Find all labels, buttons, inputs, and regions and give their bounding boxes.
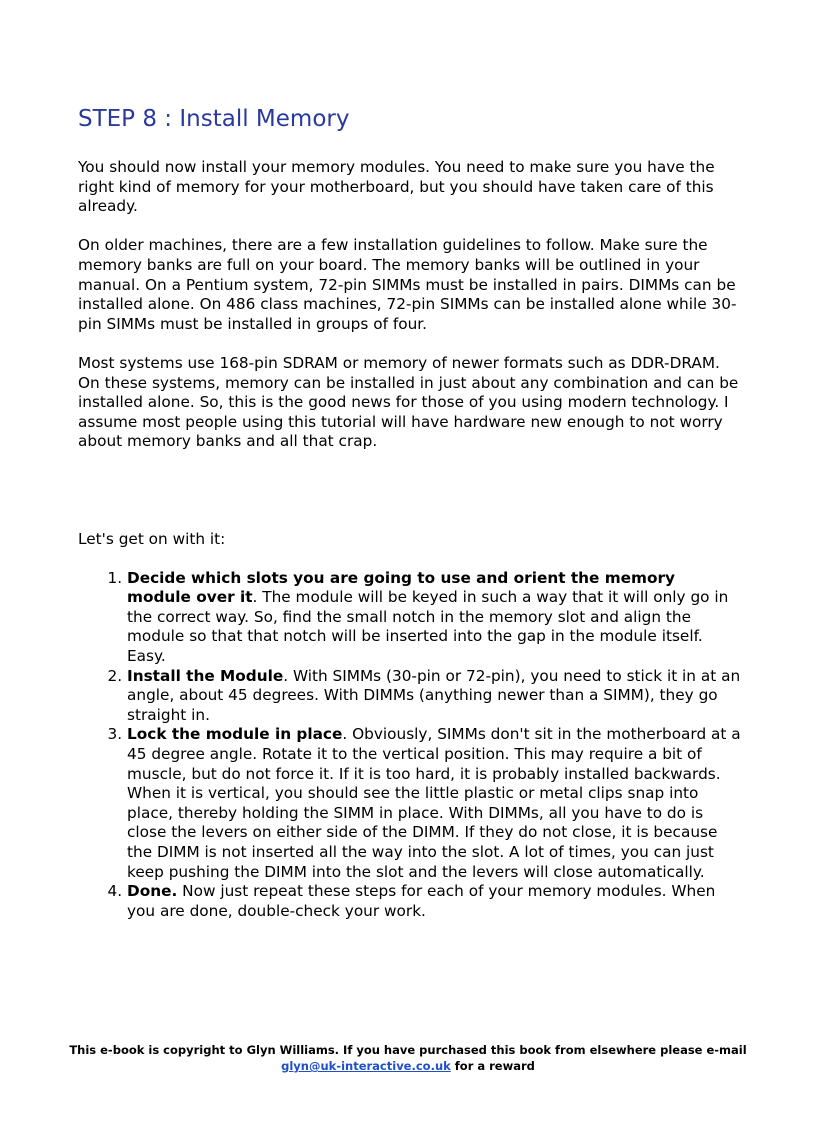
spacer xyxy=(78,472,742,530)
footer-email-link[interactable]: glyn@uk-interactive.co.uk xyxy=(281,1059,451,1073)
step-item xyxy=(127,569,742,667)
step-title: Install the Module xyxy=(127,666,284,685)
step-item xyxy=(127,725,742,882)
paragraph-older-machines: On older machines, there are a few installation guidelines to follow. Make sure the memory banks are full on your board. The memory banks will be outlined in your manual. On a Pentium system, 72-pin SIMMs must be installed in pairs. DIMMs can be installed alone. On 486 class machines, 72-pin SIMMs can be installed alone while 30-pin SIMMs must be installed in groups of four. xyxy=(78,236,737,333)
page-title: STEP 8 : Install Memory xyxy=(78,106,350,132)
paragraph-modern-systems: Most systems use 168-pin SDRAM or memory of newer formats such as DDR-DRAM. On these systems, memory can be installed in just about any combination and can be installed alone. So, this is the good news for those of you using modern technology. I assume most people using this tutorial will have hardware new enough to not worry about memory banks and all that crap. xyxy=(78,353,739,451)
steps-intro: Let's get on with it: xyxy=(78,529,226,548)
step-text: . With SIMMs (30-pin or 72-pin), you need to stick it in at an angle, about 45 degrees. With DIMMs (anything newer than a SIMM), they go straight in. xyxy=(127,666,741,724)
footer-text-after: for a reward xyxy=(450,1059,535,1073)
step-text: . The module will be keyed in such a way that it will only go in the correct way. So, find the small notch in the memory slot and align the module so that that notch will be inserted into the gap in the module itself. Easy. xyxy=(127,588,729,666)
footer-text-before: This e-book is copyright to Glyn Williams. If you have purchased this book from elsewhere please e-mail xyxy=(69,1043,747,1057)
step-title: Done. xyxy=(127,882,178,901)
step-item xyxy=(127,882,742,921)
step-title: Decide which slots you are going to use and orient the memory module over it xyxy=(127,568,676,607)
step-title: Lock the module in place xyxy=(127,725,343,744)
step-text: Now just repeat these steps for each of your memory modules. When you are done, double-check your work. xyxy=(127,882,716,920)
step-text: . Obviously, SIMMs don't sit in the motherboard at a 45 degree angle. Rotate it to the vertical position. This may require a bit of muscle, but do not force it. If it is too hard, it is probably installed backwards. When it is vertical, you should see the little plastic or metal clips snap into place, thereby holding the SIMM in place. With DIMMs, all you have to do is close the levers on either side of the DIMM. If they do not close, it is because the DIMM is not inserted all the way into the slot. A lot of times, you can just keep pushing the DIMM into the slot and the levers will close automatically. xyxy=(127,725,741,881)
page-body xyxy=(78,100,742,921)
copyright-footer xyxy=(60,1042,756,1074)
steps-list xyxy=(78,569,742,922)
step-item xyxy=(127,667,742,726)
paragraph-intro: You should now install your memory modules. You need to make sure you have the right kind of memory for your motherboard, but you should have taken care of this already. xyxy=(78,158,715,216)
